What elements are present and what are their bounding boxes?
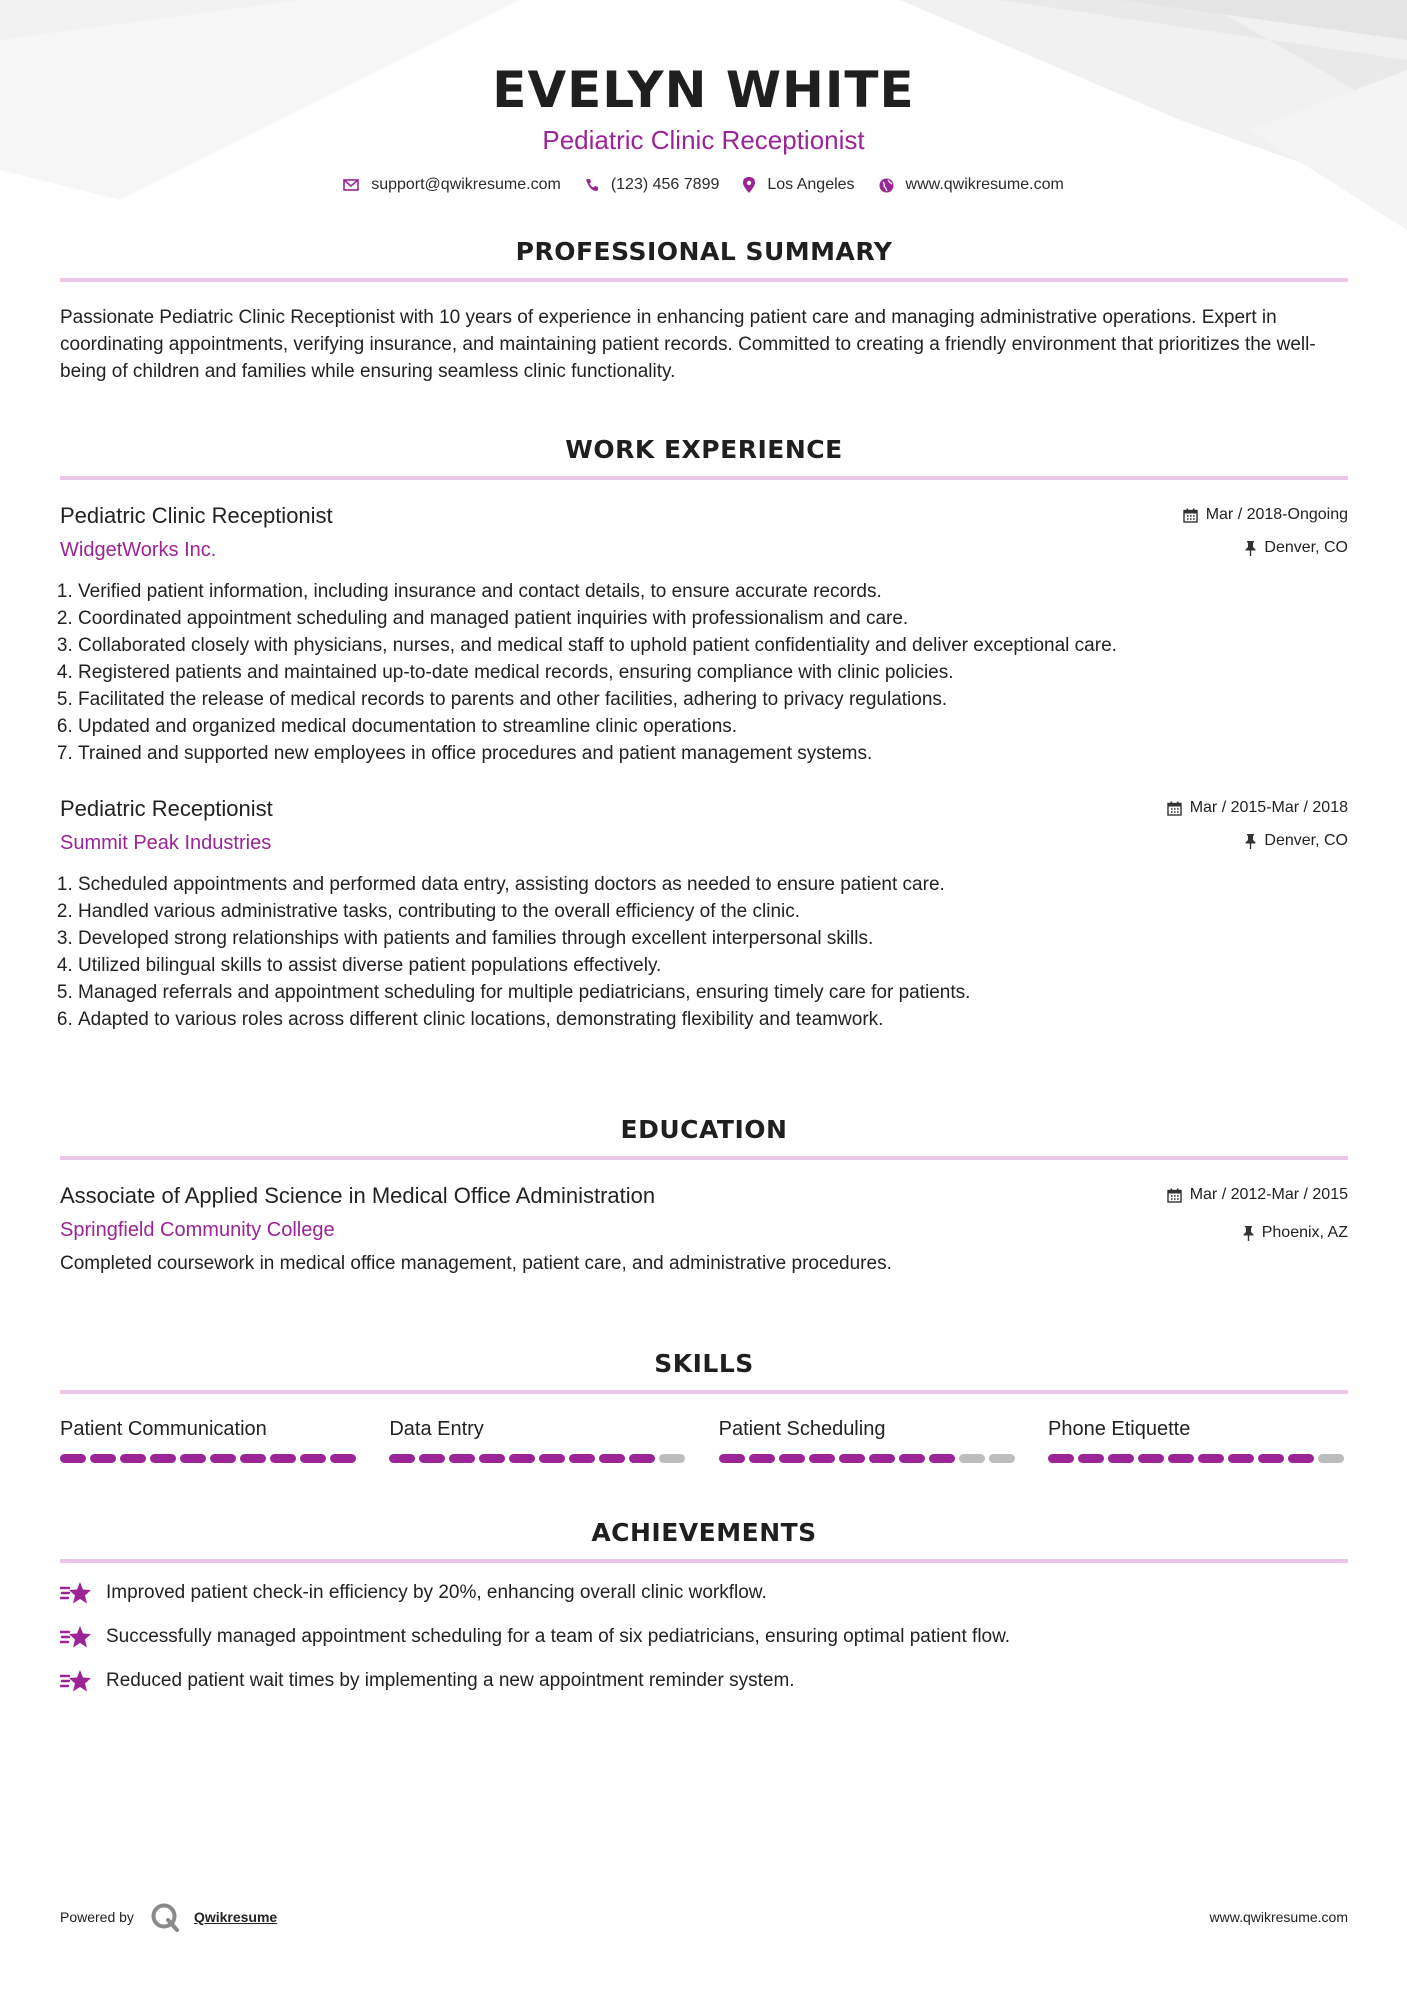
skill-dot-filled bbox=[929, 1454, 955, 1463]
skill-dot-filled bbox=[509, 1454, 535, 1463]
contact-location-text: Los Angeles bbox=[767, 176, 855, 193]
skill-rating bbox=[60, 1454, 360, 1463]
skill-dot-filled bbox=[150, 1454, 176, 1463]
list-item: 3. Developed strong relationships with patients and families through excellent interpersonal skills. bbox=[78, 925, 1348, 952]
job-meta bbox=[1183, 504, 1348, 559]
skills-heading: SKILLS bbox=[654, 1349, 754, 1378]
pushpin-icon bbox=[1245, 541, 1256, 556]
achievement-text: Reduced patient wait times by implementing a new appointment reminder system. bbox=[106, 1670, 795, 1691]
contact-email-text: support@qwikresume.com bbox=[371, 176, 561, 193]
skill-dot-filled bbox=[479, 1454, 505, 1463]
list-item: 3. Collaborated closely with physicians, nurses, and medical staff to uphold patient confidentiality and deliver exceptional care. bbox=[78, 632, 1348, 659]
education-section bbox=[60, 1114, 1348, 1277]
skill-name: Patient Communication bbox=[60, 1418, 267, 1440]
skill-dot-filled bbox=[779, 1454, 805, 1463]
skill-dot-filled bbox=[719, 1454, 745, 1463]
job-entry bbox=[60, 502, 1348, 767]
footer-website[interactable]: www.qwikresume.com bbox=[1209, 1909, 1348, 1925]
skill-dot-filled bbox=[1198, 1454, 1224, 1463]
skill-item bbox=[60, 1416, 360, 1463]
degree-title: Associate of Applied Science in Medical Office Administration bbox=[60, 1183, 656, 1208]
page-footer bbox=[60, 1902, 1348, 1932]
skills-section bbox=[60, 1348, 1348, 1463]
job-title: Pediatric Receptionist bbox=[60, 796, 273, 821]
education-meta bbox=[1167, 1184, 1348, 1244]
list-item: 2. Coordinated appointment scheduling and managed patient inquiries with professionalism and care. bbox=[78, 605, 1348, 632]
contact-website[interactable] bbox=[879, 176, 1064, 194]
skill-dot-filled bbox=[1168, 1454, 1194, 1463]
contact-location bbox=[743, 176, 854, 194]
education-heading: EDUCATION bbox=[620, 1115, 788, 1144]
job-company: Summit Peak Industries bbox=[60, 832, 272, 854]
map-pin-icon bbox=[743, 177, 755, 193]
achievement-text: Successfully managed appointment scheduling for a team of six pediatricians, ensuring optimal patient flow. bbox=[106, 1626, 1011, 1647]
education-location bbox=[1167, 1222, 1348, 1244]
skill-dot-filled bbox=[569, 1454, 595, 1463]
phone-icon bbox=[585, 178, 599, 192]
powered-by-label: Powered by bbox=[60, 1909, 134, 1925]
skill-dot-filled bbox=[1048, 1454, 1074, 1463]
experience-section bbox=[60, 434, 1348, 1033]
skill-dot-filled bbox=[449, 1454, 475, 1463]
job-dates bbox=[1183, 504, 1348, 526]
skill-dot-filled bbox=[270, 1454, 296, 1463]
calendar-icon bbox=[1167, 801, 1182, 816]
globe-icon bbox=[879, 178, 894, 193]
skill-dot-filled bbox=[419, 1454, 445, 1463]
skill-dot-filled bbox=[869, 1454, 895, 1463]
skill-dot-filled bbox=[180, 1454, 206, 1463]
summary-heading: PROFESSIONAL SUMMARY bbox=[515, 237, 893, 266]
skill-dot-filled bbox=[300, 1454, 326, 1463]
skill-dot-filled bbox=[389, 1454, 415, 1463]
shooting-star-icon bbox=[60, 1668, 92, 1694]
skill-dot-filled bbox=[240, 1454, 266, 1463]
skill-dot-filled bbox=[809, 1454, 835, 1463]
contact-phone-text: (123) 456 7899 bbox=[610, 176, 720, 193]
brand-link[interactable]: Qwikresume bbox=[193, 1909, 278, 1925]
skill-dot-filled bbox=[1078, 1454, 1104, 1463]
summary-text: Passionate Pediatric Clinic Receptionist with 10 years of experience in enhancing patient care and managing administrative operations. Expert in coordinating appointments, verifying insurance, and maintaining patient records. Committed to creating a friendly environment that prioritizes the well-being of children and families while ensuring seamless clinic functionality. bbox=[60, 307, 1316, 382]
skill-dot-empty bbox=[659, 1454, 685, 1463]
list-item: 4. Utilized bilingual skills to assist diverse patient populations effectively. bbox=[78, 952, 1348, 979]
education-location-text: Phoenix, AZ bbox=[1261, 1224, 1348, 1241]
list-item: 5. Managed referrals and appointment scheduling for multiple pediatricians, ensuring timely care for patients. bbox=[78, 979, 1348, 1006]
envelope-icon bbox=[343, 179, 359, 191]
job-meta bbox=[1167, 797, 1348, 852]
section-divider bbox=[60, 1156, 1348, 1160]
skill-dot-empty bbox=[1318, 1454, 1344, 1463]
achievement-item bbox=[60, 1623, 1348, 1651]
skill-item bbox=[1048, 1416, 1348, 1463]
calendar-icon bbox=[1167, 1188, 1182, 1203]
skill-dot-filled bbox=[1228, 1454, 1254, 1463]
skill-dot-filled bbox=[120, 1454, 146, 1463]
job-title: Pediatric Clinic Receptionist bbox=[60, 503, 333, 528]
section-divider bbox=[60, 1559, 1348, 1563]
education-dates bbox=[1167, 1184, 1348, 1206]
education-dates-text: Mar / 2012-Mar / 2015 bbox=[1189, 1186, 1348, 1203]
skill-rating bbox=[1048, 1454, 1348, 1463]
job-duties-list bbox=[60, 871, 1348, 1033]
education-entry bbox=[60, 1182, 1348, 1277]
job-duties-list bbox=[60, 578, 1348, 767]
skill-dot-empty bbox=[989, 1454, 1015, 1463]
achievement-text: Improved patient check-in efficiency by 20%, enhancing overall clinic workflow. bbox=[106, 1582, 767, 1603]
achievement-item bbox=[60, 1667, 1348, 1695]
resume-header bbox=[0, 58, 1407, 194]
job-company: WidgetWorks Inc. bbox=[60, 539, 217, 561]
contact-bar bbox=[0, 176, 1407, 194]
skill-dot-filled bbox=[899, 1454, 925, 1463]
shooting-star-icon bbox=[60, 1580, 92, 1606]
list-item: 6. Updated and organized medical documentation to streamline clinic operations. bbox=[78, 713, 1348, 740]
contact-email[interactable] bbox=[343, 176, 561, 194]
section-divider bbox=[60, 1390, 1348, 1394]
skill-dot-filled bbox=[599, 1454, 625, 1463]
education-description: Completed coursework in medical office management, patient care, and administrative procedures. bbox=[60, 1253, 892, 1274]
skill-rating bbox=[389, 1454, 689, 1463]
job-location bbox=[1167, 830, 1348, 852]
skill-dot-filled bbox=[749, 1454, 775, 1463]
skill-dot-filled bbox=[1138, 1454, 1164, 1463]
achievements-heading: ACHIEVEMENTS bbox=[591, 1518, 817, 1547]
section-divider bbox=[60, 476, 1348, 480]
skill-dot-filled bbox=[210, 1454, 236, 1463]
skills-list bbox=[60, 1416, 1348, 1463]
skill-dot-filled bbox=[90, 1454, 116, 1463]
skill-dot-filled bbox=[1258, 1454, 1284, 1463]
achievements-section bbox=[60, 1517, 1348, 1695]
contact-website-text: www.qwikresume.com bbox=[905, 176, 1064, 193]
summary-section bbox=[60, 236, 1348, 385]
skill-dot-filled bbox=[60, 1454, 86, 1463]
list-item: 6. Adapted to various roles across different clinic locations, demonstrating flexibility and teamwork. bbox=[78, 1006, 1348, 1033]
list-item: 7. Trained and supported new employees in office procedures and patient management systems. bbox=[78, 740, 1348, 767]
candidate-title: Pediatric Clinic Receptionist bbox=[542, 125, 865, 155]
calendar-icon bbox=[1183, 508, 1198, 523]
contact-phone[interactable] bbox=[585, 176, 720, 194]
job-entry bbox=[60, 795, 1348, 1033]
pushpin-icon bbox=[1245, 834, 1256, 849]
list-item: 4. Registered patients and maintained up-to-date medical records, ensuring compliance with clinic policies. bbox=[78, 659, 1348, 686]
list-item: 1. Verified patient information, including insurance and contact details, to ensure accurate records. bbox=[78, 578, 1348, 605]
experience-heading: WORK EXPERIENCE bbox=[565, 435, 843, 464]
list-item: 2. Handled various administrative tasks, contributing to the overall efficiency of the clinic. bbox=[78, 898, 1348, 925]
job-dates-text: Mar / 2015-Mar / 2018 bbox=[1189, 799, 1348, 816]
job-dates-text: Mar / 2018-Ongoing bbox=[1205, 506, 1348, 523]
achievement-item bbox=[60, 1579, 1348, 1607]
skill-dot-empty bbox=[959, 1454, 985, 1463]
job-location-text: Denver, CO bbox=[1264, 832, 1348, 849]
skill-dot-filled bbox=[539, 1454, 565, 1463]
skill-name: Phone Etiquette bbox=[1047, 1418, 1191, 1440]
list-item: 1. Scheduled appointments and performed data entry, assisting doctors as needed to ensure patient care. bbox=[78, 871, 1348, 898]
school-name: Springfield Community College bbox=[60, 1219, 335, 1241]
list-item: 5. Facilitated the release of medical records to parents and other facilities, adhering to privacy regulations. bbox=[78, 686, 1348, 713]
shooting-star-icon bbox=[60, 1624, 92, 1650]
skill-item bbox=[719, 1416, 1019, 1463]
job-location-text: Denver, CO bbox=[1264, 539, 1348, 556]
skill-dot-filled bbox=[839, 1454, 865, 1463]
skill-name: Data Entry bbox=[389, 1418, 484, 1440]
skill-dot-filled bbox=[629, 1454, 655, 1463]
skill-name: Patient Scheduling bbox=[718, 1418, 886, 1440]
section-divider bbox=[60, 278, 1348, 282]
skill-rating bbox=[719, 1454, 1019, 1463]
skill-dot-filled bbox=[330, 1454, 356, 1463]
powered-by bbox=[60, 1902, 277, 1932]
job-location bbox=[1183, 537, 1348, 559]
job-dates bbox=[1167, 797, 1348, 819]
candidate-name: EVELYN WHITE bbox=[492, 61, 915, 119]
qwikresume-logo-icon bbox=[150, 1902, 180, 1932]
skill-dot-filled bbox=[1108, 1454, 1134, 1463]
skill-dot-filled bbox=[1288, 1454, 1314, 1463]
pushpin-icon bbox=[1243, 1226, 1254, 1241]
skill-item bbox=[389, 1416, 689, 1463]
